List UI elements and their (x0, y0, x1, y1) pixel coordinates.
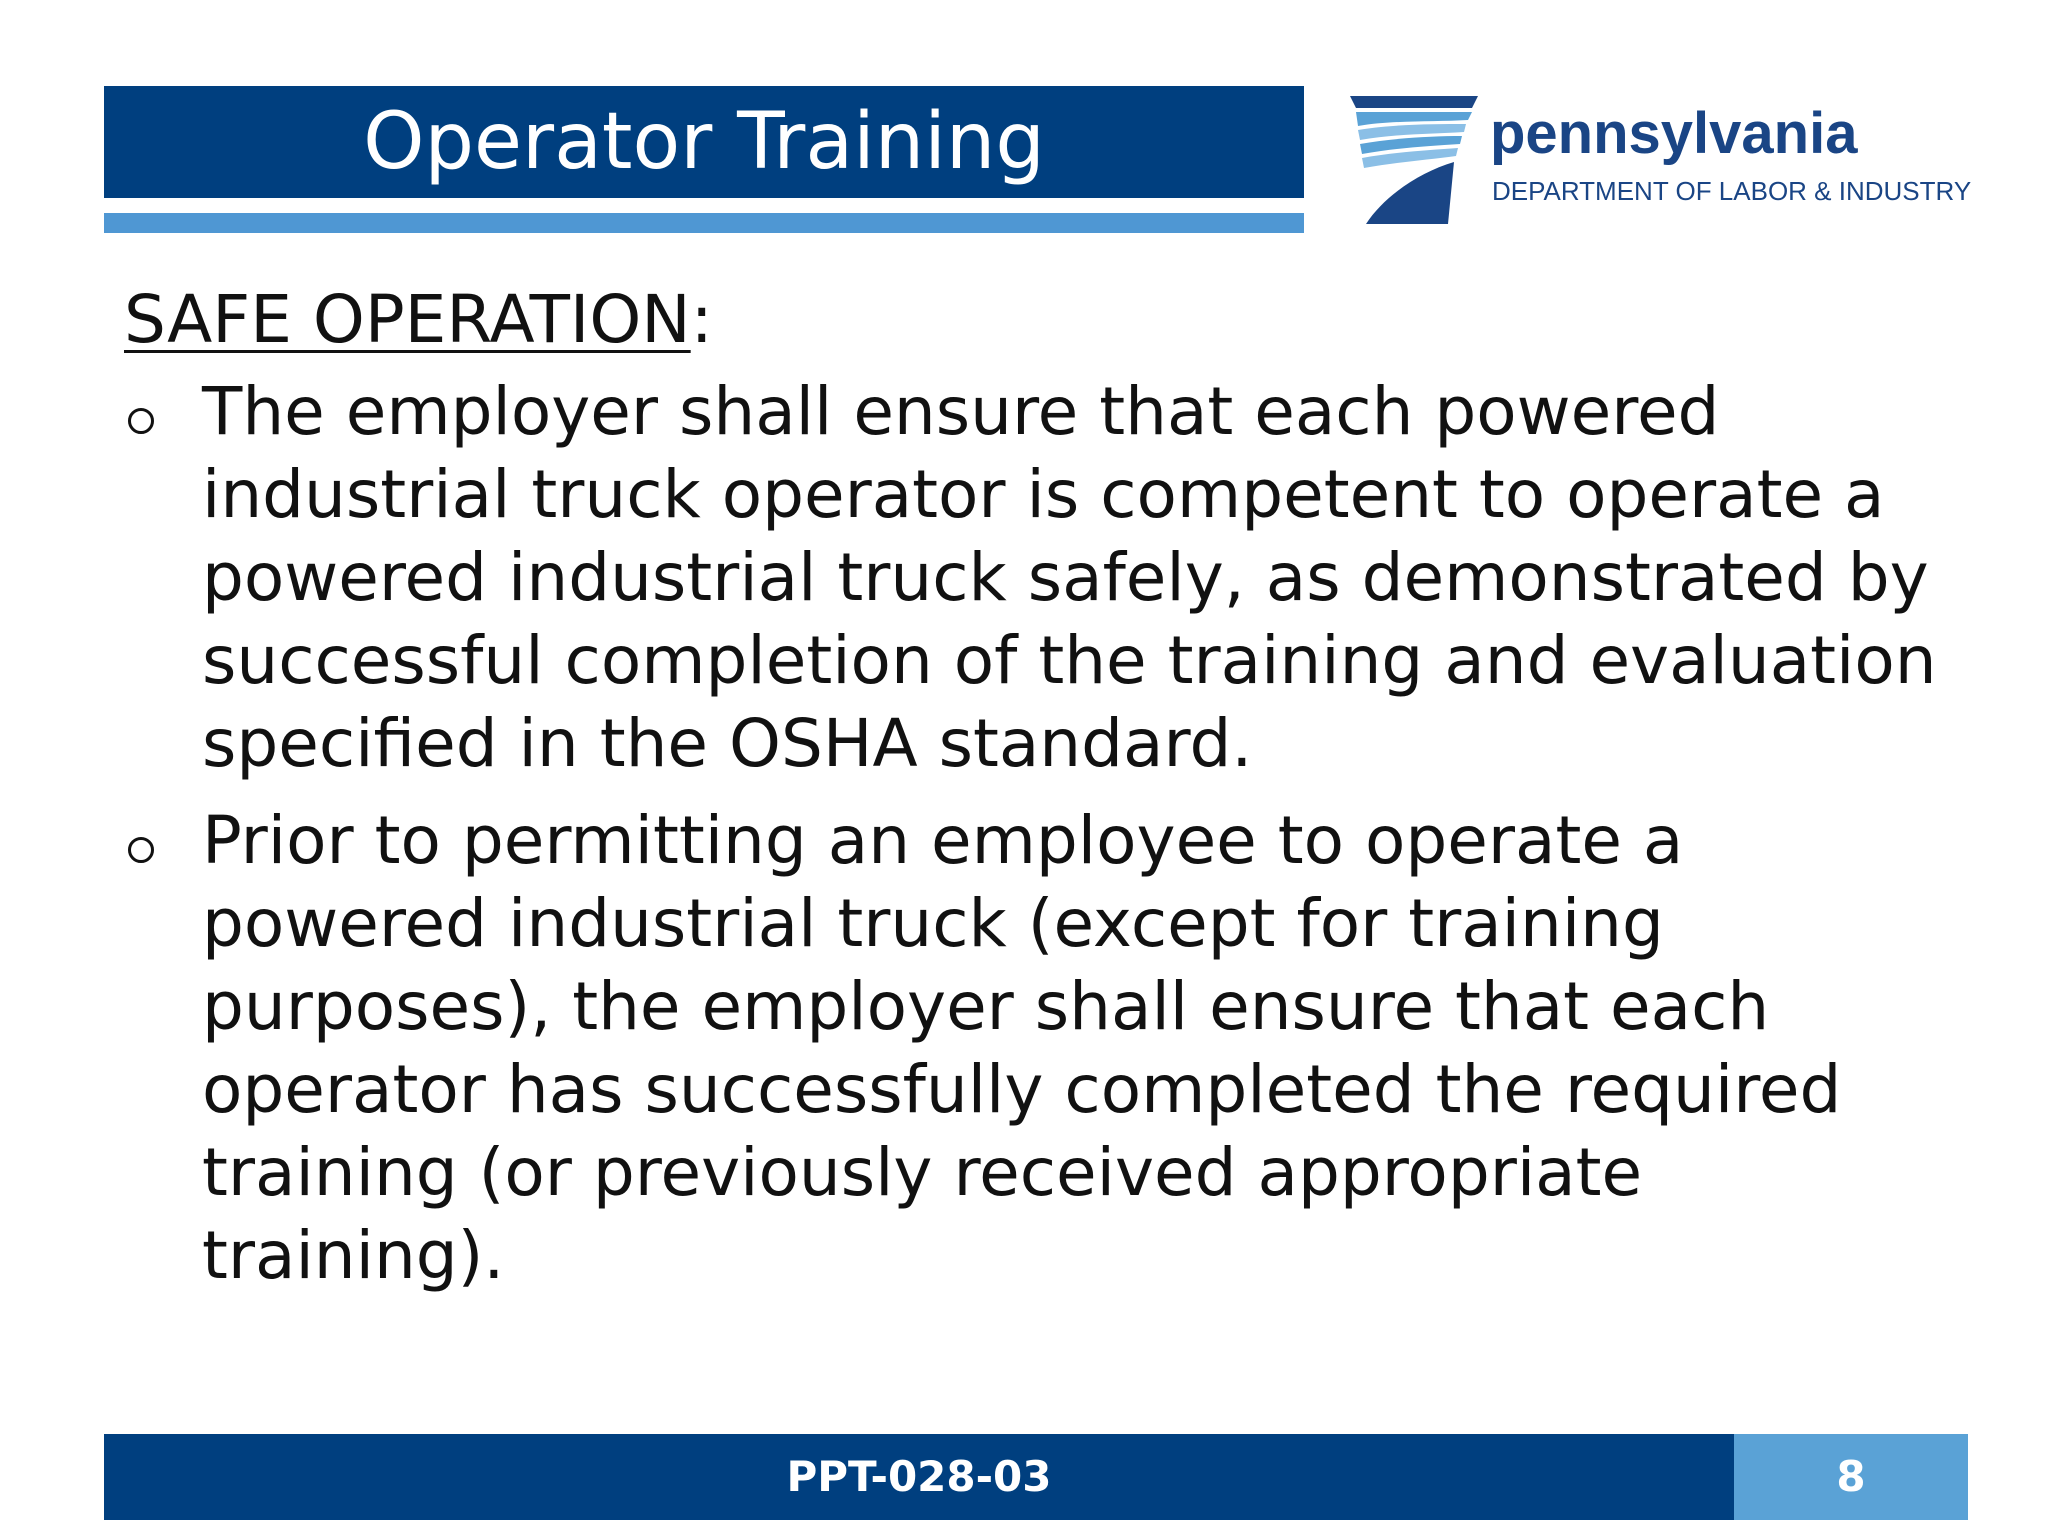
pa-labor-industry-logo (1344, 92, 1984, 228)
bullet-text: The employer shall ensure that each powered industrial truck operator is competent to operate a powered industrial truck safely, as demonstrated by successful completion of the training and evaluation specified in the OSHA standard. (202, 373, 1937, 782)
logo-department: DEPARTMENT OF LABOR & INDUSTRY (1492, 176, 1972, 206)
list-item (124, 370, 1944, 785)
list-item (124, 799, 1944, 1297)
document-code: PPT-028-03 (786, 1452, 1052, 1501)
section-heading (124, 280, 713, 360)
page-number: 8 (1836, 1452, 1866, 1501)
slide-title: Operator Training (363, 97, 1045, 187)
page-number-box (1734, 1434, 1968, 1520)
bullet-text: Prior to permitting an employee to operate a powered industrial truck (except for training purposes), the employer shall ensure that each operator has successfully completed the required training (or previously received appropriate training). (202, 802, 1842, 1294)
section-heading-colon: : (690, 281, 713, 358)
hollow-circle-bullet-icon (128, 837, 154, 863)
section-heading-label: SAFE OPERATION (124, 281, 691, 358)
footer-bar (104, 1434, 1734, 1520)
title-bar (104, 86, 1304, 198)
logo-wordmark: pennsylvania (1490, 101, 1858, 166)
keystone-logo-icon (1344, 92, 1484, 228)
title-accent-line (104, 213, 1304, 233)
hollow-circle-bullet-icon (128, 408, 154, 434)
bullet-list (124, 370, 1944, 1311)
